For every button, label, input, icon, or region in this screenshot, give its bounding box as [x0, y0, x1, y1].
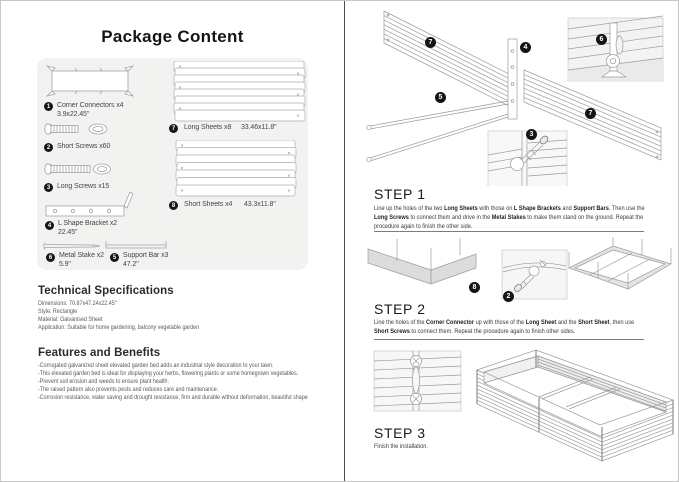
- features-heading: Features and Benefits: [38, 347, 161, 359]
- part-name: Corner Connectors x4: [57, 102, 124, 109]
- part-size: 3.9x22.45": [57, 111, 90, 118]
- part-name: Support Bar x3: [123, 252, 169, 259]
- part-badge: 1: [44, 102, 53, 111]
- step1-heading: STEP 1: [374, 186, 426, 202]
- step-separator: [374, 231, 644, 232]
- diagram-badge-support-bar: 5: [435, 92, 446, 103]
- feature-bullet: -Corrugated galvanized sheet elevated garden bed adds an industrial style decoration to your lawn.: [38, 362, 274, 369]
- long-sheets-drawing: [173, 61, 306, 122]
- part-badge: 5: [110, 253, 119, 262]
- step1-body: Line up the holes of the two Long Sheets with those on L Shape Brackets and Support Bars. Then use the Long Screws to connect them and drive in the Metal Stakes to make them stand on the ground. Repeat the procedure again to finish the other side.: [374, 205, 645, 230]
- corner-connector-drawing: [44, 64, 136, 97]
- tech-spec-line: Style: Rectangle: [38, 308, 78, 315]
- feature-bullet: -This elevated garden bed is ideal for displaying your herbs, flowering plants or some homegrown vegetables.: [38, 370, 299, 377]
- step3-heading: STEP 3: [374, 425, 426, 441]
- feature-bullet: -Corrosion resistance, water saving and drought resistance, firm and durable without deformation, beautiful shape: [38, 394, 308, 401]
- feature-bullet: -Prevent soil erosion and weeds to ensure plant health.: [38, 378, 170, 385]
- part-name: Short Screws x60: [57, 143, 111, 150]
- metal-stake-drawing: [42, 241, 102, 251]
- step2-heading: STEP 2: [374, 301, 426, 317]
- part-name: Short Sheets x4: [184, 201, 233, 208]
- diagram-badge-metal-stake: 6: [596, 34, 607, 45]
- diagram-badge-short-sheet: 8: [469, 282, 480, 293]
- part-name: Long Screws x15: [57, 183, 110, 190]
- part-size: 33.46x11.8": [241, 124, 277, 131]
- part-badge: 4: [45, 221, 54, 230]
- l-shape-bracket-drawing: [43, 189, 133, 219]
- short-screw-drawing: [42, 120, 112, 138]
- part-name: Metal Stake x2: [59, 252, 104, 259]
- tech-spec-line: Application: Suitable for home gardening, balcony vegetable garden: [38, 324, 200, 331]
- part-badge: 3: [44, 183, 53, 192]
- tech-spec-line: Material: Galvanised Sheet: [38, 316, 103, 323]
- diagram-badge-short-screw: 2: [503, 291, 514, 302]
- short-sheets-drawing: [175, 140, 297, 197]
- step2-body: Line the holes of the Corner Connector up with those of the Long Sheet and the Short Sheet, then use Short Screws to connect them. Repeat the procedure again to finish other sides.: [374, 319, 635, 335]
- step-separator: [374, 339, 644, 340]
- part-badge: 8: [169, 201, 178, 210]
- long-screw-drawing: [42, 160, 112, 178]
- tech-spec-line: Dimensions: 70.87x47.24x22.45": [38, 300, 117, 307]
- part-name: Long Sheets x8: [184, 124, 232, 131]
- page-title: Package Content: [101, 27, 244, 46]
- part-size: 22.45": [58, 229, 78, 236]
- diagram-badge-long-screw: 3: [526, 129, 537, 140]
- part-size: 43.3x11.8": [244, 201, 276, 208]
- step3-body: Finish the installation.: [374, 443, 428, 450]
- package-content-box: [37, 58, 308, 270]
- feature-bullet: -The raised pattern also prevents pests and reduces care and maintenance.: [38, 386, 219, 393]
- tech-specs-heading: Technical Specifications: [38, 285, 174, 297]
- support-bar-drawing: [104, 239, 168, 250]
- diagram-badge-long-sheet-left: 7: [425, 37, 436, 48]
- step1-assembly-diagram: [347, 3, 679, 186]
- part-badge: 7: [169, 124, 178, 133]
- panel-divider: [344, 1, 345, 482]
- diagram-badge-long-sheet-right: 7: [585, 108, 596, 119]
- part-size: 47.2": [123, 261, 139, 268]
- part-size: 5.9": [59, 261, 71, 268]
- diagram-badge-l-bracket: 4: [520, 42, 531, 53]
- part-badge: 6: [46, 253, 55, 262]
- part-badge: 2: [44, 143, 53, 152]
- part-name: L Shape Bracket x2: [58, 220, 118, 227]
